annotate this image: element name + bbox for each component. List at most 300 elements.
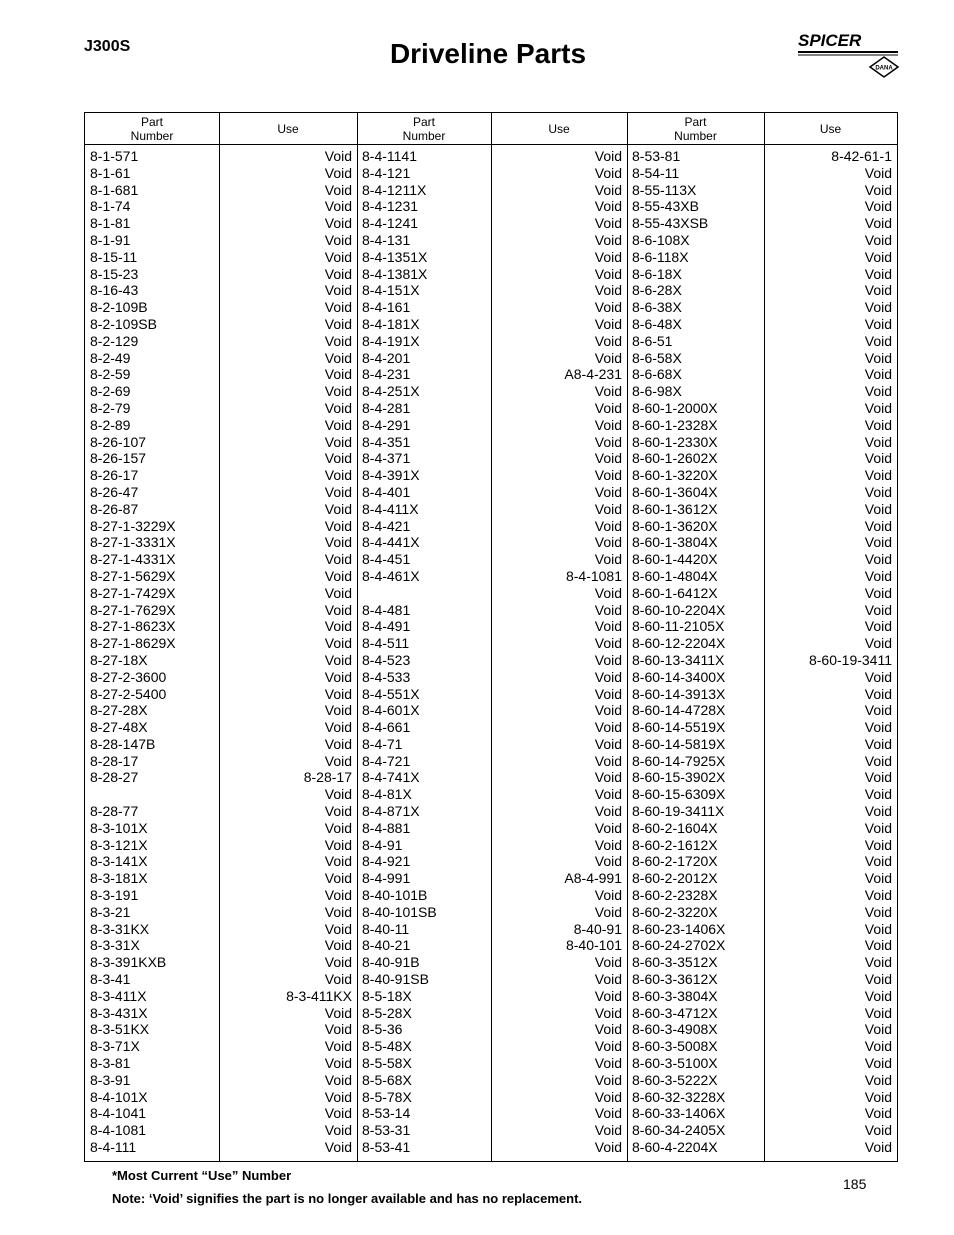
part-number-cell: 8-1-681: [90, 181, 139, 198]
use-cell: Void: [324, 416, 352, 433]
use-cell: Void: [594, 467, 622, 484]
part-number-cell: 8-4-121: [362, 164, 411, 181]
table-row: [85, 585, 357, 602]
use-cell: Void: [324, 500, 352, 517]
part-number-cell: 8-27-1-7429X: [90, 584, 176, 601]
use-cell: Void: [324, 282, 352, 299]
use-cell: Void: [864, 1021, 892, 1038]
table-row: [627, 736, 897, 753]
use-cell: Void: [324, 1038, 352, 1055]
table-row: [627, 249, 897, 266]
use-cell: Void: [594, 668, 622, 685]
part-number-cell: 8-4-251X: [362, 383, 420, 400]
part-number-cell: 8-26-107: [90, 433, 147, 450]
use-cell: Void: [864, 215, 892, 232]
part-number-cell: 8-60-14-5819X: [632, 735, 726, 752]
use-cell: Void: [324, 971, 352, 988]
part-number-cell: 8-60-1-3604X: [632, 483, 718, 500]
part-number-cell: 8-60-2-1720X: [632, 853, 718, 870]
part-number-cell: 8-4-871X: [362, 803, 420, 820]
parts-column: [627, 148, 897, 1156]
table-row: [85, 198, 357, 215]
use-cell: Void: [324, 433, 352, 450]
use-cell: Void: [594, 299, 622, 316]
table-row: [357, 215, 627, 232]
table-row: [357, 803, 627, 820]
table-row: [627, 232, 897, 249]
use-cell: Void: [864, 618, 892, 635]
part-number-cell: 8-4-91: [362, 836, 403, 853]
table-row: [85, 467, 357, 484]
use-cell: Void: [324, 1004, 352, 1021]
use-cell: Void: [864, 534, 892, 551]
use-cell: Void: [594, 1088, 622, 1105]
table-row: [85, 501, 357, 518]
use-cell: Void: [864, 231, 892, 248]
use-cell: Void: [324, 1088, 352, 1105]
header-part-number: Part Number: [627, 113, 764, 145]
use-cell: Void: [864, 198, 892, 215]
part-number-cell: 8-1-81: [90, 215, 131, 232]
part-number-cell: 8-60-3-5222X: [632, 1071, 718, 1088]
table-row: [85, 937, 357, 954]
part-number-cell: 8-5-68X: [362, 1071, 412, 1088]
use-cell: Void: [864, 601, 892, 618]
part-number-cell: 8-55-113X: [632, 181, 697, 198]
part-number-cell: 8-28-147B: [90, 735, 156, 752]
use-cell: Void: [864, 1071, 892, 1088]
part-number-cell: 8-27-1-3331X: [90, 534, 176, 551]
part-number-cell: 8-60-1-3620X: [632, 517, 718, 534]
part-number-cell: 8-53-41: [362, 1139, 411, 1156]
table-row: [357, 686, 627, 703]
table-row: [627, 686, 897, 703]
part-number-cell: 8-4-881: [362, 819, 411, 836]
part-number-cell: 8-28-17: [90, 752, 139, 769]
use-cell: Void: [864, 1004, 892, 1021]
part-number-cell: 8-4-401: [362, 483, 411, 500]
table-row: [85, 518, 357, 535]
table-row: [85, 1089, 357, 1106]
table-row: [85, 719, 357, 736]
part-number-cell: 8-27-1-7629X: [90, 601, 176, 618]
table-row: [85, 1005, 357, 1022]
part-number-cell: 8-4-1241: [362, 215, 419, 232]
use-cell: Void: [864, 315, 892, 332]
part-number-cell: 8-15-23: [90, 265, 139, 282]
use-cell: Void: [864, 164, 892, 181]
table-row: [357, 249, 627, 266]
table-row: [627, 501, 897, 518]
table-row: [357, 518, 627, 535]
table-row: [627, 769, 897, 786]
part-number-cell: 8-4-291: [362, 416, 411, 433]
use-cell: Void: [594, 803, 622, 820]
use-cell: Void: [864, 903, 892, 920]
use-cell: Void: [324, 1021, 352, 1038]
part-number-cell: 8-60-14-3400X: [632, 668, 726, 685]
use-cell: Void: [594, 769, 622, 786]
part-number-cell: 8-60-1-3220X: [632, 467, 718, 484]
use-cell: Void: [864, 467, 892, 484]
part-number-cell: 8-26-47: [90, 483, 139, 500]
part-number-cell: 8-27-48X: [90, 719, 148, 736]
part-number-cell: 8-3-431X: [90, 1004, 148, 1021]
use-cell: Void: [594, 584, 622, 601]
use-cell: 8-40-101: [565, 937, 622, 954]
table-row: [627, 1105, 897, 1122]
use-cell: Void: [594, 164, 622, 181]
table-row: [357, 702, 627, 719]
table-row: [357, 585, 627, 602]
use-cell: Void: [864, 265, 892, 282]
part-number-cell: 8-5-48X: [362, 1038, 412, 1055]
table-row: [85, 316, 357, 333]
use-cell: Void: [324, 1139, 352, 1156]
part-number-cell: 8-5-18X: [362, 987, 412, 1004]
use-cell: Void: [324, 383, 352, 400]
use-cell: A8-4-991: [564, 870, 622, 887]
use-cell: Void: [324, 567, 352, 584]
part-number-cell: 8-2-59: [90, 366, 131, 383]
part-number-cell: 8-2-49: [90, 349, 131, 366]
part-number-cell: 8-4-191X: [362, 332, 420, 349]
table-row: [85, 820, 357, 837]
table-row: [357, 887, 627, 904]
part-number-cell: 8-60-11-2105X: [632, 618, 725, 635]
part-number-cell: 8-60-15-3902X: [632, 769, 726, 786]
use-cell: Void: [594, 853, 622, 870]
table-row: [85, 686, 357, 703]
use-cell: Void: [594, 601, 622, 618]
use-cell: Void: [864, 366, 892, 383]
table-row: [85, 366, 357, 383]
table-row: [85, 887, 357, 904]
table-row: [627, 417, 897, 434]
use-cell: Void: [324, 836, 352, 853]
table-row: [357, 198, 627, 215]
table-row: [357, 1105, 627, 1122]
table-row: [85, 484, 357, 501]
part-number-cell: 8-60-23-1406X: [632, 920, 726, 937]
use-cell: Void: [864, 870, 892, 887]
part-number-cell: 8-3-411X: [90, 987, 147, 1004]
part-number-cell: 8-60-1-4804X: [632, 567, 718, 584]
table-row: [627, 820, 897, 837]
table-row: [627, 719, 897, 736]
part-number-cell: 8-3-91: [90, 1071, 131, 1088]
use-cell: Void: [864, 786, 892, 803]
part-number-cell: 8-4-351: [362, 433, 411, 450]
part-number-cell: 8-60-2-1612X: [632, 836, 718, 853]
use-cell: Void: [594, 735, 622, 752]
part-number-cell: 8-4-533: [362, 668, 411, 685]
part-number-cell: 8-27-1-8629X: [90, 635, 176, 652]
part-number-cell: 8-4-111: [90, 1139, 137, 1156]
part-number-cell: 8-1-74: [90, 198, 131, 215]
part-number-cell: 8-6-18X: [632, 265, 682, 282]
part-number-cell: 8-40-91B: [362, 954, 420, 971]
table-row: [85, 702, 357, 719]
use-cell: Void: [324, 551, 352, 568]
use-cell: Void: [594, 315, 622, 332]
table-row: [357, 602, 627, 619]
part-number-cell: 8-60-13-3411X: [632, 651, 725, 668]
use-cell: Void: [864, 819, 892, 836]
table-row: [357, 753, 627, 770]
use-cell: Void: [324, 584, 352, 601]
table-row: [85, 1105, 357, 1122]
part-number-cell: 8-60-2-1604X: [632, 819, 718, 836]
use-cell: Void: [324, 870, 352, 887]
use-cell: Void: [594, 231, 622, 248]
use-cell: Void: [594, 1071, 622, 1088]
use-cell: Void: [864, 1088, 892, 1105]
table-row: [627, 1005, 897, 1022]
part-number-cell: 8-27-2-3600: [90, 668, 167, 685]
table-row: [627, 887, 897, 904]
part-number-cell: 8-40-91SB: [362, 971, 429, 988]
part-number-cell: 8-27-1-3229X: [90, 517, 176, 534]
table-row: [627, 366, 897, 383]
part-number-cell: 8-26-157: [90, 450, 147, 467]
part-number-cell: 8-6-58X: [632, 349, 682, 366]
part-number-cell: 8-60-1-3804X: [632, 534, 718, 551]
table-row: [85, 1055, 357, 1072]
table-row: [627, 182, 897, 199]
use-cell: Void: [324, 248, 352, 265]
table-row: [627, 669, 897, 686]
page-title: Driveline Parts: [389, 38, 587, 69]
part-number-cell: 8-2-89: [90, 416, 131, 433]
use-cell: Void: [324, 685, 352, 702]
table-row: [357, 333, 627, 350]
table-row: [357, 400, 627, 417]
use-cell: Void: [864, 332, 892, 349]
use-cell: Void: [324, 702, 352, 719]
use-cell: Void: [594, 1105, 622, 1122]
part-number-cell: 8-6-108X: [632, 231, 690, 248]
table-row: [357, 165, 627, 182]
table-row: [627, 400, 897, 417]
use-cell: 8-28-17: [303, 769, 352, 786]
part-number-cell: 8-40-101SB: [362, 903, 437, 920]
use-cell: Void: [594, 752, 622, 769]
use-cell: Void: [864, 299, 892, 316]
use-cell: Void: [324, 1122, 352, 1139]
table-row: [85, 870, 357, 887]
table-row: [85, 232, 357, 249]
part-number-cell: 8-60-1-3612X: [632, 500, 718, 517]
part-number-cell: 8-3-41: [90, 971, 131, 988]
table-row: [627, 467, 897, 484]
table-row: [357, 786, 627, 803]
table-row: [357, 618, 627, 635]
use-cell: Void: [594, 349, 622, 366]
part-number-cell: 8-60-3-5008X: [632, 1038, 718, 1055]
use-cell: Void: [594, 1004, 622, 1021]
table-row: [627, 316, 897, 333]
use-cell: Void: [594, 248, 622, 265]
use-cell: Void: [864, 920, 892, 937]
use-cell: Void: [864, 399, 892, 416]
table-row: [627, 921, 897, 938]
use-cell: Void: [324, 668, 352, 685]
table-row: [85, 282, 357, 299]
part-number-cell: 8-60-14-3913X: [632, 685, 726, 702]
table-row: [85, 837, 357, 854]
table-row: [85, 249, 357, 266]
use-cell: Void: [864, 433, 892, 450]
spicer-logo: [796, 30, 900, 78]
table-row: [627, 518, 897, 535]
table-row: [357, 1038, 627, 1055]
part-number-cell: 8-4-661: [362, 719, 411, 736]
use-cell: Void: [594, 1055, 622, 1072]
use-cell: Void: [324, 601, 352, 618]
use-cell: Void: [594, 265, 622, 282]
table-row: [357, 350, 627, 367]
part-number-cell: 8-4-991: [362, 870, 411, 887]
table-row: [85, 165, 357, 182]
part-number-cell: 8-4-161: [362, 299, 411, 316]
use-cell: Void: [324, 366, 352, 383]
part-number-cell: 8-26-17: [90, 467, 139, 484]
part-number-cell: 8-4-491: [362, 618, 411, 635]
part-number-cell: 8-4-101X: [90, 1088, 148, 1105]
table-row: [627, 484, 897, 501]
table-row: [85, 736, 357, 753]
use-cell: Void: [594, 383, 622, 400]
use-cell: Void: [864, 584, 892, 601]
use-cell: Void: [594, 433, 622, 450]
use-cell: Void: [864, 483, 892, 500]
part-number-cell: 8-2-129: [90, 332, 139, 349]
part-number-cell: 8-4-601X: [362, 702, 420, 719]
part-number-cell: 8-15-11: [90, 248, 138, 265]
table-row: [357, 232, 627, 249]
table-row: [85, 551, 357, 568]
part-number-cell: 8-6-118X: [632, 248, 689, 265]
use-cell: Void: [594, 198, 622, 215]
header-part-number: Part Number: [85, 113, 219, 145]
part-number-cell: 8-4-1231: [362, 198, 419, 215]
part-number-cell: 8-40-11: [362, 920, 410, 937]
part-number-cell: 8-4-81X: [362, 786, 412, 803]
use-cell: Void: [324, 618, 352, 635]
use-cell: Void: [864, 937, 892, 954]
use-cell: Void: [594, 1038, 622, 1055]
use-cell: Void: [594, 819, 622, 836]
model-label: J300S: [84, 38, 131, 55]
table-row: [627, 551, 897, 568]
use-cell: Void: [864, 349, 892, 366]
table-row: [85, 299, 357, 316]
use-cell: Void: [324, 517, 352, 534]
part-number-cell: 8-60-3-3804X: [632, 987, 718, 1004]
use-cell: Void: [594, 702, 622, 719]
use-cell: Void: [864, 517, 892, 534]
table-row: [627, 870, 897, 887]
table-row: [357, 282, 627, 299]
part-number-cell: 8-54-11: [632, 164, 680, 181]
part-number-cell: 8-3-81: [90, 1055, 131, 1072]
part-number-cell: 8-3-121X: [90, 836, 148, 853]
table-row: [357, 1089, 627, 1106]
use-cell: Void: [324, 181, 352, 198]
use-cell: Void: [864, 685, 892, 702]
part-number-cell: 8-4-921: [362, 853, 411, 870]
part-number-cell: 8-4-131: [362, 231, 411, 248]
table-row: [627, 568, 897, 585]
use-cell: Void: [864, 668, 892, 685]
use-cell: Void: [864, 450, 892, 467]
use-cell: Void: [324, 903, 352, 920]
use-cell: Void: [864, 735, 892, 752]
use-cell: Void: [864, 567, 892, 584]
part-number-cell: 8-60-2-2012X: [632, 870, 718, 887]
table-row: [627, 702, 897, 719]
logo-text: SPICER: [798, 31, 862, 50]
use-cell: 8-4-1081: [565, 567, 622, 584]
part-number-cell: 8-4-1141: [362, 148, 418, 164]
table-row: [357, 837, 627, 854]
table-row: [627, 1122, 897, 1139]
table-row: [627, 333, 897, 350]
table-row: [627, 602, 897, 619]
table-row: [357, 635, 627, 652]
use-cell: Void: [594, 181, 622, 198]
part-number-cell: 8-26-87: [90, 500, 139, 517]
use-cell: Void: [324, 635, 352, 652]
use-cell: Void: [324, 349, 352, 366]
part-number-cell: 8-60-1-2602X: [632, 450, 718, 467]
part-number-cell: 8-60-2-2328X: [632, 887, 718, 904]
use-cell: Void: [864, 248, 892, 265]
use-cell: Void: [594, 1139, 622, 1156]
table-row: [627, 904, 897, 921]
part-number-cell: 8-60-15-6309X: [632, 786, 726, 803]
part-number-cell: 8-6-28X: [632, 282, 682, 299]
part-number-cell: 8-16-43: [90, 282, 139, 299]
table-row: [357, 1055, 627, 1072]
part-number-cell: 8-4-1381X: [362, 265, 428, 282]
table-row: [357, 299, 627, 316]
table-row: [85, 534, 357, 551]
part-number-cell: 8-4-231: [362, 366, 411, 383]
use-cell: Void: [594, 517, 622, 534]
table-row: [357, 988, 627, 1005]
table-row: [85, 769, 357, 786]
use-cell: Void: [594, 1122, 622, 1139]
use-cell: Void: [594, 332, 622, 349]
part-number-cell: 8-60-19-3411X: [632, 803, 725, 820]
table-row: [85, 921, 357, 938]
part-number-cell: 8-4-721: [362, 752, 411, 769]
part-number-cell: 8-60-34-2405X: [632, 1122, 726, 1139]
part-number-cell: 8-53-14: [362, 1105, 411, 1122]
table-row: [85, 182, 357, 199]
use-cell: Void: [594, 836, 622, 853]
table-row: [357, 669, 627, 686]
table-row: [627, 266, 897, 283]
use-cell: 8-60-19-3411: [808, 651, 892, 668]
part-number-cell: 8-60-4-2204X: [632, 1139, 718, 1156]
table-row: [85, 988, 357, 1005]
table-row: [357, 450, 627, 467]
table-row: [627, 1089, 897, 1106]
table-row: [85, 1021, 357, 1038]
